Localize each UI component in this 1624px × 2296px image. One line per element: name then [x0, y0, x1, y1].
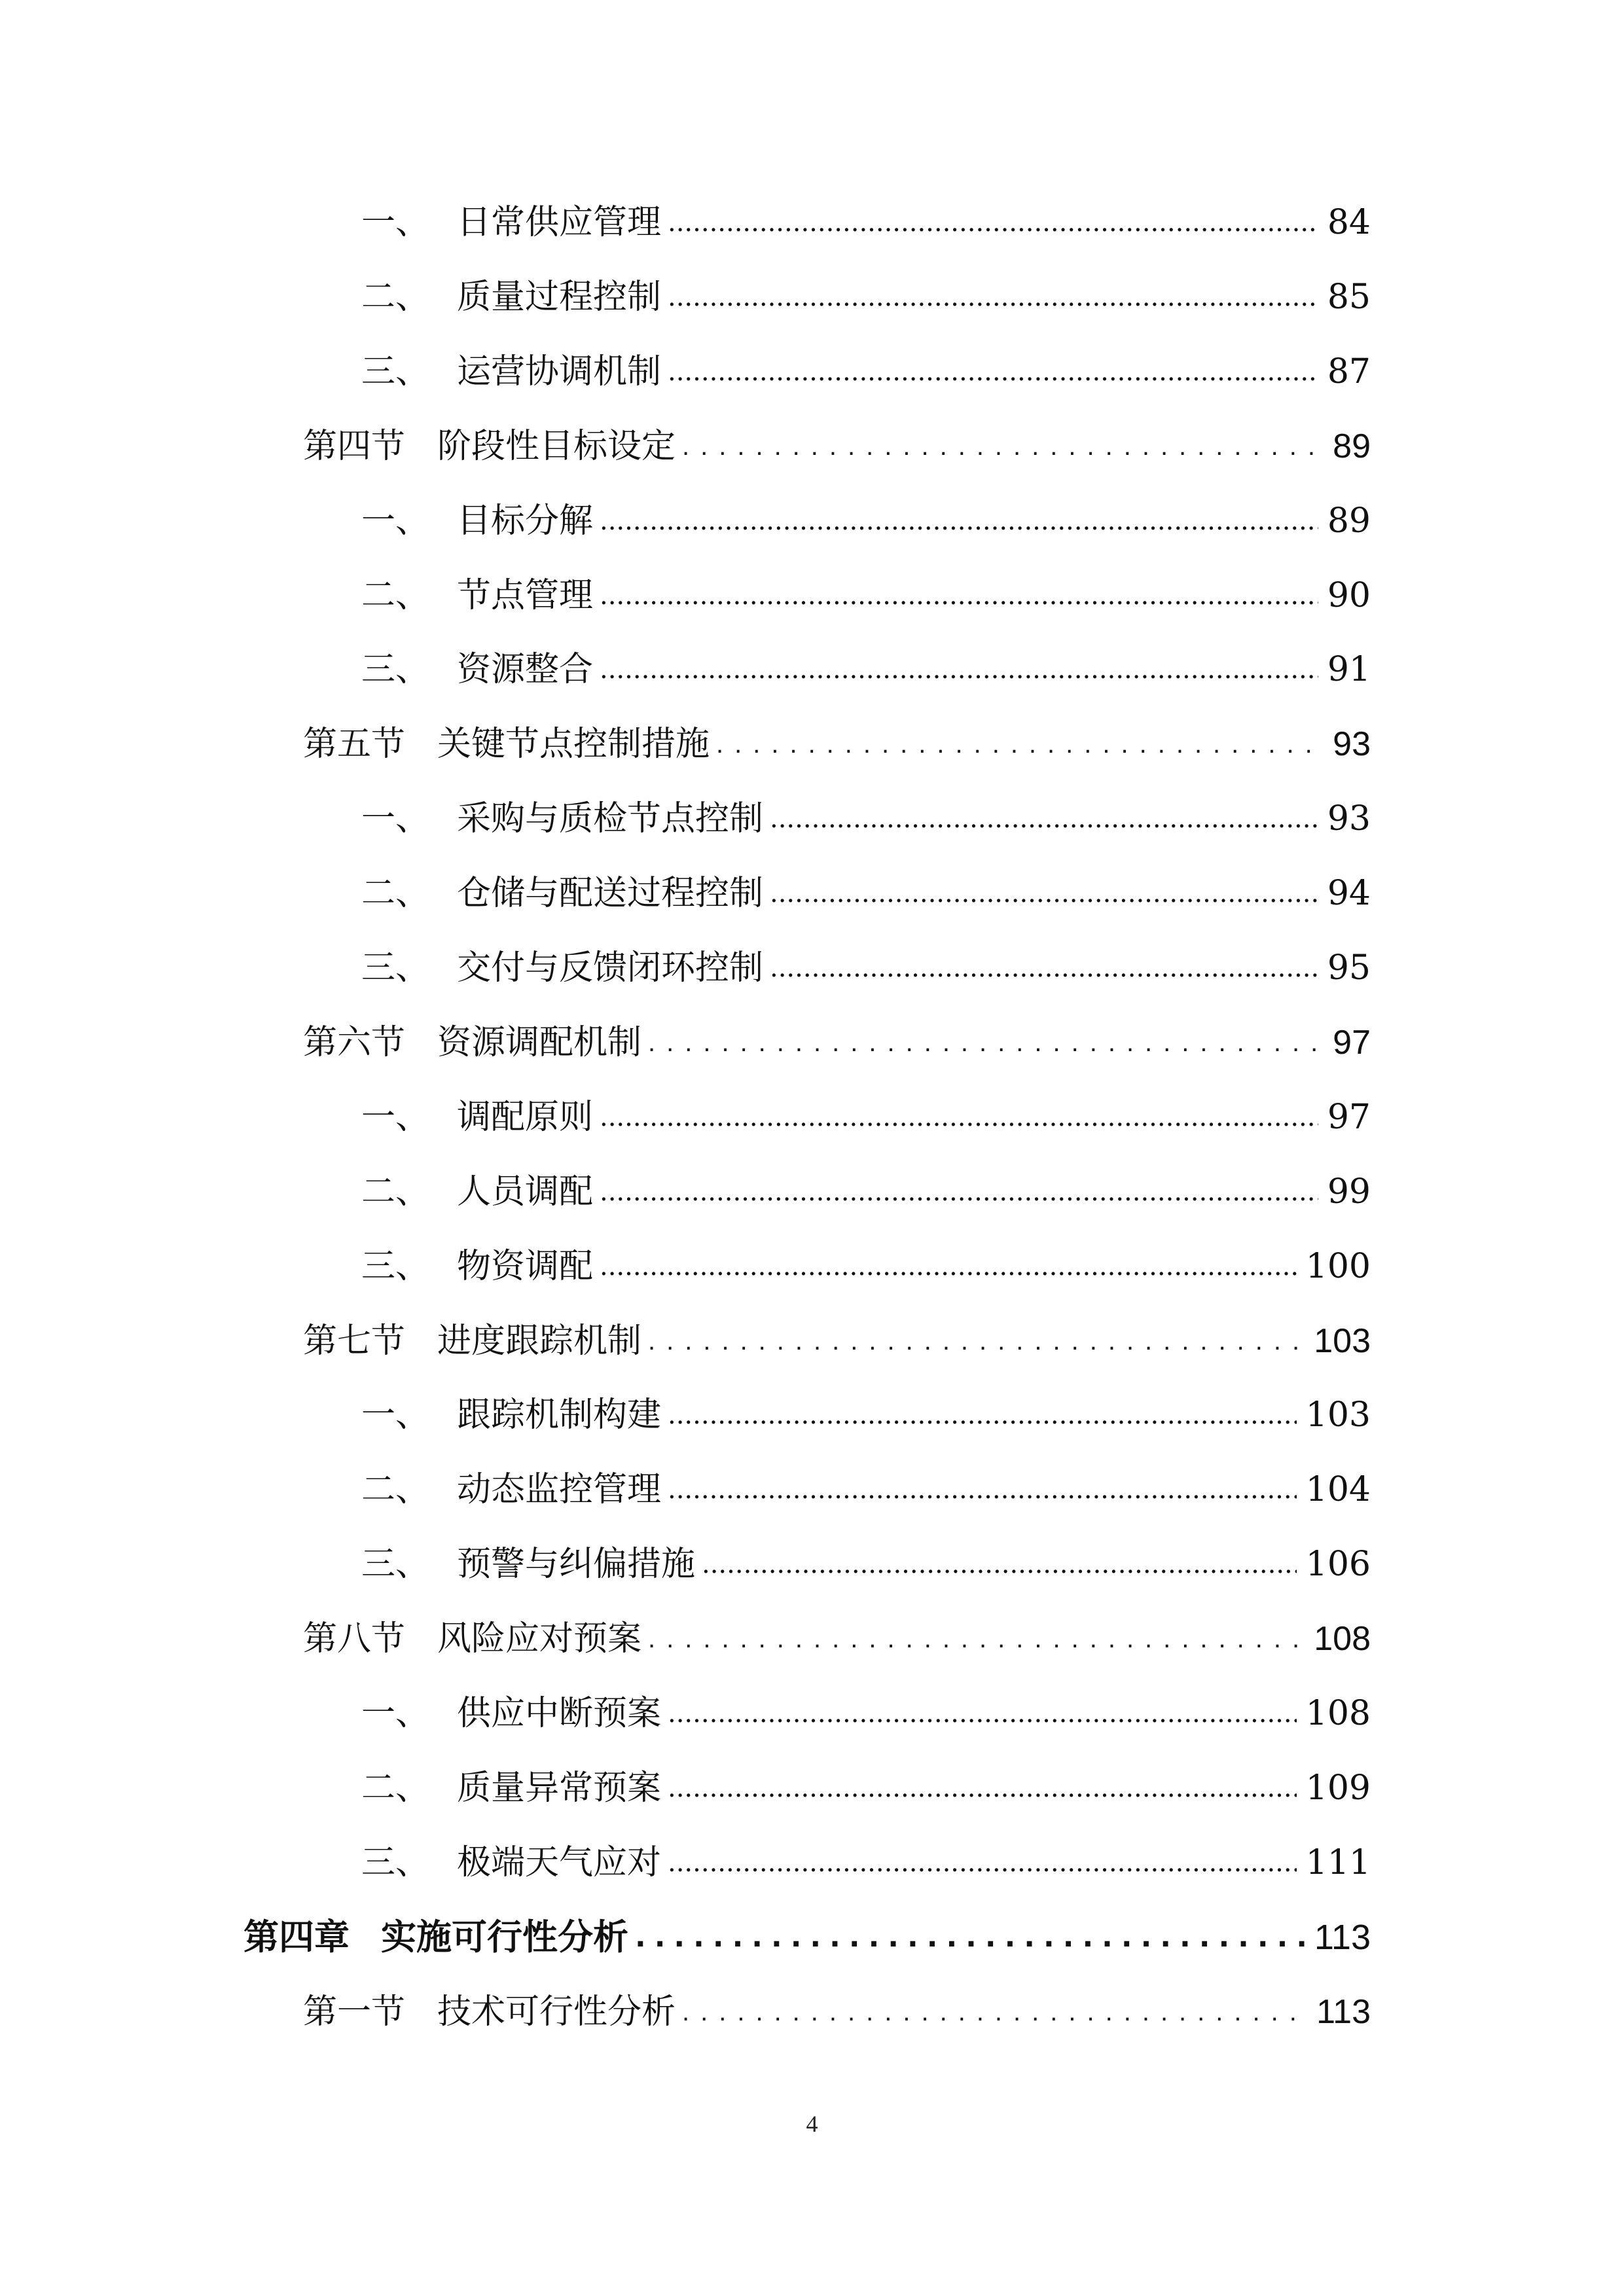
toc-entry-number: 一、 [361, 1694, 430, 1733]
toc-dot-leader [668, 264, 1318, 330]
toc-entry-number: 第五节 [303, 725, 406, 764]
toc-dot-leader [668, 339, 1318, 404]
toc-entry-title: 资源调配机制 [437, 1022, 642, 1062]
toc-dot-leader [648, 1606, 1305, 1672]
toc-entry-title: 实施可行性分析 [381, 1916, 628, 1958]
toc-entry-page: 90 [1327, 575, 1371, 615]
toc-entry-number: 一、 [361, 501, 430, 541]
toc-entry-number: 三、 [361, 1246, 430, 1286]
toc-entry-page: 100 [1305, 1246, 1371, 1286]
toc-entry-title: 仓储与配送过程控制 [457, 874, 764, 914]
toc-entry-number: 二、 [361, 1172, 430, 1211]
toc-entry-page: 113 [1314, 1917, 1371, 1957]
toc-entry-page: 111 [1305, 1842, 1371, 1882]
toc-entry-number: 一、 [361, 1395, 430, 1435]
toc-dot-leader [635, 1905, 1305, 1970]
toc-entry-title: 交付与反馈闭环控制 [457, 948, 764, 988]
toc-entry-page: 93 [1333, 725, 1371, 764]
toc-entry[interactable] [0, 711, 1624, 777]
toc-entry-title: 目标分解 [457, 501, 594, 541]
toc-entry-title: 质量异常预案 [457, 1768, 662, 1808]
toc-entry-title: 质量过程控制 [457, 277, 662, 317]
page-number: 4 [806, 2111, 818, 2137]
toc-entry-title: 动态监控管理 [457, 1470, 662, 1510]
toc-entry-number: 二、 [361, 575, 430, 615]
toc-dot-leader [648, 1308, 1305, 1374]
toc-entry-number: 三、 [361, 351, 430, 391]
toc-entry[interactable] [0, 1606, 1624, 1672]
toc-entry-page: 99 [1327, 1172, 1371, 1211]
toc-entry-number: 第七节 [303, 1321, 406, 1361]
toc-entry-page: 108 [1314, 1620, 1371, 1659]
toc-entry[interactable] [0, 1234, 1624, 1299]
toc-dot-leader [600, 563, 1318, 628]
toc-entry-number: 二、 [361, 1470, 430, 1510]
toc-entry[interactable] [0, 1010, 1624, 1075]
toc-entry-page: 104 [1305, 1470, 1371, 1510]
toc-entry-title: 调配原则 [457, 1097, 594, 1137]
toc-entry-page: 85 [1327, 277, 1371, 317]
toc-entry[interactable] [0, 935, 1624, 1001]
toc-entry-title: 运营协调机制 [457, 351, 662, 391]
toc-dot-leader [682, 1979, 1307, 2045]
toc-entry-page: 95 [1327, 948, 1371, 988]
toc-entry-page: 91 [1327, 650, 1371, 690]
toc-entry[interactable] [0, 1308, 1624, 1374]
toc-dot-leader [600, 488, 1318, 554]
toc-dot-leader [770, 935, 1318, 1001]
toc-entry-page: 84 [1327, 203, 1371, 242]
toc-entry-title: 采购与质检节点控制 [457, 799, 764, 839]
toc-dot-leader [600, 1085, 1318, 1150]
toc-entry[interactable] [0, 264, 1624, 330]
toc-entry[interactable] [0, 1382, 1624, 1448]
toc-entry[interactable] [0, 1905, 1624, 1970]
toc-entry[interactable] [0, 563, 1624, 628]
toc-entry-title: 极端天气应对 [457, 1842, 662, 1882]
toc-entry[interactable] [0, 488, 1624, 554]
toc-entry-title: 资源整合 [457, 650, 594, 690]
toc-entry-title: 技术可行性分析 [437, 1992, 676, 2032]
toc-entry-page: 113 [1316, 1992, 1371, 2031]
toc-dot-leader [668, 1382, 1297, 1448]
toc-entry-title: 供应中断预案 [457, 1694, 662, 1733]
toc-dot-leader [682, 414, 1324, 479]
toc-entry[interactable] [0, 339, 1624, 404]
toc-entry-title: 物资调配 [457, 1246, 594, 1286]
toc-entry-page: 109 [1305, 1768, 1371, 1808]
toc-entry-title: 节点管理 [457, 575, 594, 615]
toc-dot-leader [668, 190, 1318, 255]
toc-entry-page: 97 [1333, 1023, 1371, 1062]
toc-entry-number: 第六节 [303, 1022, 406, 1062]
toc-dot-leader [668, 1457, 1297, 1522]
toc-dot-leader [668, 1681, 1297, 1746]
toc-entry-number: 一、 [361, 203, 430, 242]
toc-entry-page: 103 [1305, 1395, 1371, 1435]
toc-entry-number: 一、 [361, 799, 430, 839]
toc-entry[interactable] [0, 1681, 1624, 1746]
toc-entry-page: 106 [1305, 1545, 1371, 1585]
toc-dot-leader [668, 1830, 1297, 1895]
toc-entry-number: 三、 [361, 948, 430, 988]
toc-entry[interactable] [0, 1755, 1624, 1821]
toc-dot-leader [770, 861, 1318, 926]
toc-entry-page: 94 [1327, 874, 1371, 914]
toc-entry[interactable] [0, 414, 1624, 479]
toc-entry-number: 第四节 [303, 426, 406, 466]
toc-entry-number: 三、 [361, 1545, 430, 1585]
toc-entry[interactable] [0, 190, 1624, 255]
toc-entry-number: 三、 [361, 1842, 430, 1882]
toc-entry-page: 89 [1327, 501, 1371, 541]
toc-entry[interactable] [0, 1830, 1624, 1895]
toc-entry-number: 二、 [361, 277, 430, 317]
toc-dot-leader [770, 786, 1318, 852]
toc-entry-title: 跟踪机制构建 [457, 1395, 662, 1435]
toc-entry-number: 第四章 [244, 1916, 350, 1958]
toc-dot-leader [716, 711, 1324, 777]
toc-entry[interactable] [0, 1979, 1624, 2045]
toc-entry-page: 97 [1327, 1097, 1371, 1137]
toc-dot-leader [600, 1159, 1318, 1225]
toc-entry-title: 关键节点控制措施 [437, 725, 710, 764]
toc-dot-leader [702, 1532, 1297, 1597]
toc-entry-page: 87 [1327, 351, 1371, 391]
toc-dot-leader [600, 637, 1318, 702]
toc-entry-title: 预警与纠偏措施 [457, 1545, 696, 1585]
toc-entry-title: 阶段性目标设定 [437, 426, 676, 466]
toc-entry-number: 第一节 [303, 1992, 406, 2032]
toc-entry-number: 三、 [361, 650, 430, 690]
toc-dot-leader [600, 1234, 1297, 1299]
toc-entry-title: 风险应对预案 [437, 1619, 642, 1659]
toc-entry-title: 进度跟踪机制 [437, 1321, 642, 1361]
toc-entry[interactable] [0, 1085, 1624, 1150]
toc-dot-leader [648, 1010, 1324, 1075]
toc-entry[interactable] [0, 786, 1624, 852]
toc-entry[interactable] [0, 1159, 1624, 1225]
toc-entry-page: 103 [1314, 1321, 1371, 1360]
toc-entry[interactable] [0, 637, 1624, 702]
toc-entry-number: 第八节 [303, 1619, 406, 1659]
toc-dot-leader [668, 1755, 1297, 1821]
toc-entry-number: 二、 [361, 874, 430, 914]
toc-entry-page: 93 [1327, 799, 1371, 839]
toc-entry-title: 人员调配 [457, 1172, 594, 1211]
toc-entry-number: 二、 [361, 1768, 430, 1808]
toc-entry-number: 一、 [361, 1097, 430, 1137]
toc-entry[interactable] [0, 861, 1624, 926]
toc-entry[interactable] [0, 1532, 1624, 1597]
toc-entry-title: 日常供应管理 [457, 203, 662, 242]
toc-entry[interactable] [0, 1457, 1624, 1522]
toc-entry-page: 108 [1305, 1694, 1371, 1733]
toc-entry-page: 89 [1333, 427, 1371, 465]
